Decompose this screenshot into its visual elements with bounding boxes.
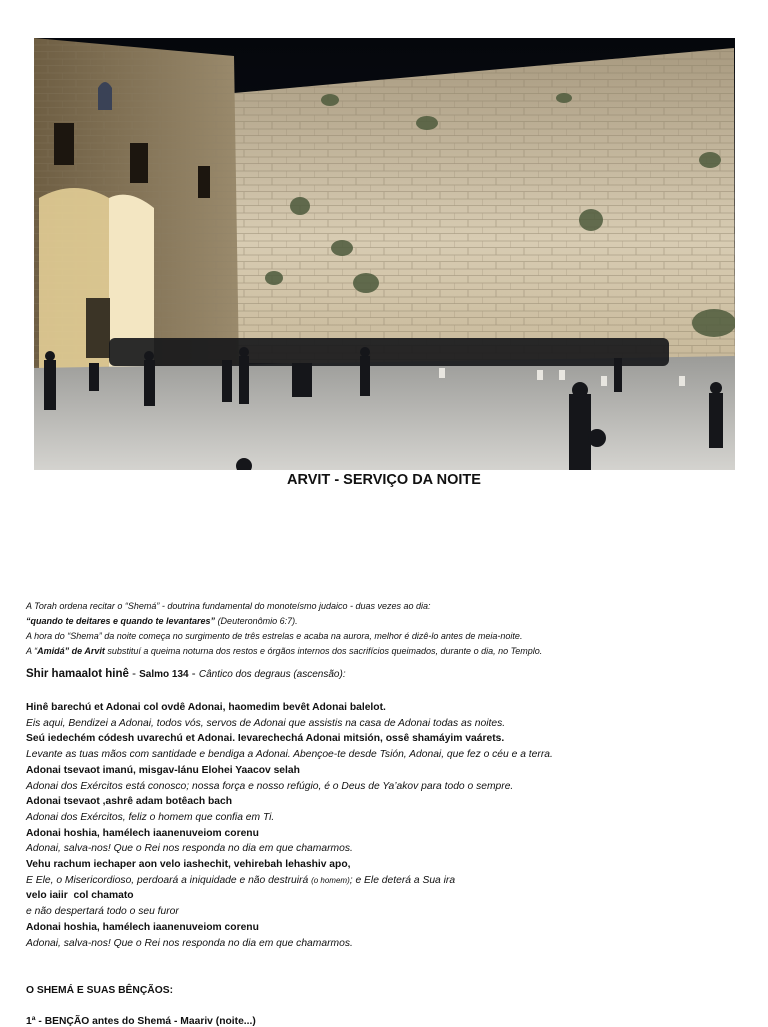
photo-illustration	[34, 38, 735, 470]
psalm-name: Shir hamaalot hinê	[26, 668, 129, 680]
translit-line: Adonai hoshia, hamélech iaanenuveiom corenu	[26, 921, 259, 933]
psalm-text	[26, 700, 746, 951]
section-heading: O SHEMÁ E SUAS BÊNÇÃOS:	[26, 985, 174, 996]
translit-line: Vehu rachum iechaper aon velo iashechit, vehirebah lehashiv apo,	[26, 859, 351, 871]
intro-line-1: A Torah ordena recitar o “Shemá” - doutrina fundamental do monoteísmo judaico - duas vezes ao dia:	[26, 601, 431, 611]
intro-line-4	[26, 644, 746, 659]
translation-line: Eis aqui, Bendizei a Adonai, todos vós, servos de Adonai que assistis na casa de Adonai todas as noites.	[26, 717, 506, 729]
translit-line: Adonai hoshia, hamélech iaanenuveiom corenu	[26, 827, 259, 839]
translation-line: Levante as tuas mãos com santidade e bendiga a Adonai. Abençoe-te desde Tsión, Adonai, que fez o céu e a terra.	[26, 749, 553, 761]
western-wall-photo	[34, 38, 735, 470]
intro-line-4-prefix: A “	[26, 646, 38, 656]
translation-part: E Ele, o Misericordioso, perdoará a iniquidade e não destruirá	[26, 874, 309, 886]
translation-line: Adonai dos Exércitos, feliz o homem que confia em Ti.	[26, 811, 275, 823]
intro-citation: (Deuteronômio 6:7).	[215, 616, 298, 626]
intro-paragraph	[26, 599, 746, 659]
intro-line-3: A hora do “Shema” da noite começa no surgimento de três estrelas e acaba na aurora, melhor é dizê-lo antes de meia-noite.	[26, 631, 523, 641]
page-title: ARVIT - SERVIÇO DA NOITE	[287, 472, 481, 488]
psalm-desc: Cântico dos degraus (ascensão):	[198, 669, 346, 680]
intro-line-2	[26, 614, 746, 629]
translation-part-end: ; e Ele deterá a Sua ira	[349, 874, 456, 886]
translation-line: e não despertará todo o seu furor	[26, 906, 179, 918]
psalm-ref: Salmo 134	[139, 669, 189, 680]
translit-line: Adonai tsevaot ,ashrê adam botêach bach	[26, 796, 232, 808]
psalm-sep-1: -	[128, 668, 140, 680]
translit-line: Adonai tsevaot imanú, misgav-lánu Elohei Yaacov selah	[26, 764, 300, 776]
translation-line: Adonai dos Exércitos está conosco; nossa força e nosso refúgio, é o Deus de Ya’akov para todo o sempre.	[26, 780, 514, 792]
psalm-sep-2: -	[188, 668, 199, 680]
intro-quote: “quando te deitares e quando te levantares”	[26, 616, 216, 626]
psalm-heading	[26, 668, 346, 680]
translation-line	[26, 873, 746, 889]
translit-line: Hinê barechú et Adonai col ovdê Adonai, haomedim bevêt Adonai balelot.	[26, 702, 386, 713]
intro-amida: Amidá” de Arvit	[37, 646, 105, 656]
translit-line: velo iaiir col chamato	[26, 890, 134, 902]
translation-line: Adonai, salva-nos! Que o Rei nos responda no dia em que chamarmos.	[26, 937, 353, 949]
translation-note: (o homem)	[311, 875, 350, 885]
cut-off-line: 1ª - BENÇÃO antes do Shemá - Maariv (noite...)	[26, 1016, 256, 1027]
translation-line: Adonai, salva-nos! Que o Rei nos responda no dia em que chamarmos.	[26, 843, 353, 855]
translit-line: Seú iedechém códesh uvarechú et Adonai. Ievarechechá Adonai mitsión, ossê shamáyim vaárets.	[26, 733, 505, 745]
intro-line-4-rest: substituí a queima noturna dos restos e órgãos internos dos sacrifícios queimados, durante o dia, no Templo.	[104, 646, 543, 656]
